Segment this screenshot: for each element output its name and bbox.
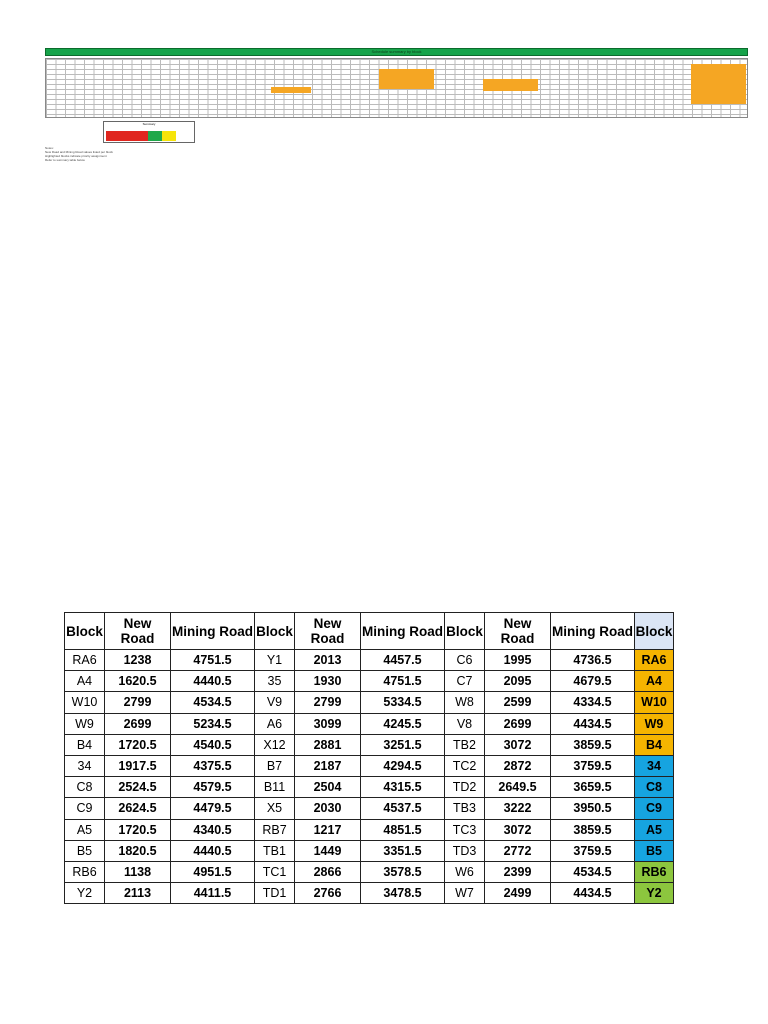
- block-cell: W6: [445, 861, 485, 882]
- note-line: Notes:: [45, 146, 54, 150]
- column-header: Mining Road: [171, 613, 255, 650]
- highlight-cell: [483, 79, 538, 91]
- new-road-cell: 2504: [295, 777, 361, 798]
- new-road-cell: 1995: [485, 650, 551, 671]
- new-road-cell: 1820.5: [105, 840, 171, 861]
- block-cell: C8: [635, 777, 674, 798]
- table-header-row: [65, 613, 674, 650]
- column-header: New Road: [105, 613, 171, 650]
- new-road-cell: 2499: [485, 883, 551, 904]
- block-cell: TB3: [445, 798, 485, 819]
- table-row: [65, 861, 674, 882]
- mining-road-cell: 5234.5: [171, 713, 255, 734]
- block-cell: W10: [65, 692, 105, 713]
- block-cell: Y1: [255, 650, 295, 671]
- mining-road-cell: 4751.5: [171, 650, 255, 671]
- table-row: [65, 819, 674, 840]
- mining-road-cell: 4434.5: [551, 713, 635, 734]
- table-row: [65, 734, 674, 755]
- mining-road-cell: 3859.5: [551, 819, 635, 840]
- mining-road-cell: 4851.5: [361, 819, 445, 840]
- table-row: [65, 713, 674, 734]
- block-cell: C8: [65, 777, 105, 798]
- mining-road-cell: 4375.5: [171, 755, 255, 776]
- block-cell: C6: [445, 650, 485, 671]
- new-road-cell: 1930: [295, 671, 361, 692]
- new-road-cell: 2624.5: [105, 798, 171, 819]
- mining-road-cell: 3578.5: [361, 861, 445, 882]
- table-row: [65, 883, 674, 904]
- new-road-cell: 2113: [105, 883, 171, 904]
- block-cell: W8: [445, 692, 485, 713]
- block-cell: TC2: [445, 755, 485, 776]
- mining-road-cell: 3950.5: [551, 798, 635, 819]
- summary-cells: [106, 131, 176, 141]
- table-row: [65, 671, 674, 692]
- table-row: [65, 650, 674, 671]
- block-cell: RA6: [635, 650, 674, 671]
- summary-title: Summary: [142, 122, 156, 126]
- block-cell: W7: [445, 883, 485, 904]
- new-road-cell: 2881: [295, 734, 361, 755]
- summary-color-cell: [134, 131, 148, 141]
- block-cell: A5: [635, 819, 674, 840]
- column-header: New Road: [295, 613, 361, 650]
- block-cell: 35: [255, 671, 295, 692]
- summary-color-cell: [120, 131, 134, 141]
- mining-road-cell: 4579.5: [171, 777, 255, 798]
- block-cell: W10: [635, 692, 674, 713]
- block-cell: A6: [255, 713, 295, 734]
- block-cell: TD2: [445, 777, 485, 798]
- new-road-cell: 2799: [295, 692, 361, 713]
- column-header: New Road: [485, 613, 551, 650]
- new-road-cell: 3222: [485, 798, 551, 819]
- new-road-cell: 2799: [105, 692, 171, 713]
- mining-road-cell: 4294.5: [361, 755, 445, 776]
- block-cell: B4: [635, 734, 674, 755]
- block-cell: B5: [635, 840, 674, 861]
- block-table: [64, 612, 674, 904]
- table-row: [65, 692, 674, 713]
- new-road-cell: 2187: [295, 755, 361, 776]
- block-cell: TC1: [255, 861, 295, 882]
- block-cell: RB6: [65, 861, 105, 882]
- new-road-cell: 3072: [485, 819, 551, 840]
- new-road-cell: 1720.5: [105, 734, 171, 755]
- new-road-cell: 2699: [485, 713, 551, 734]
- mining-road-cell: 4440.5: [171, 671, 255, 692]
- table-row: [65, 798, 674, 819]
- new-road-cell: 3072: [485, 734, 551, 755]
- new-road-cell: 1720.5: [105, 819, 171, 840]
- new-road-cell: 2599: [485, 692, 551, 713]
- block-cell: RB7: [255, 819, 295, 840]
- column-header: Block: [65, 613, 105, 650]
- highlight-cell: [379, 69, 434, 89]
- table-row: [65, 777, 674, 798]
- note-line: Refer to summary table below: [45, 158, 85, 162]
- column-header: Mining Road: [361, 613, 445, 650]
- table-row: [65, 755, 674, 776]
- block-cell: B7: [255, 755, 295, 776]
- block-cell: Y2: [65, 883, 105, 904]
- block-cell: Y2: [635, 883, 674, 904]
- new-road-cell: 1620.5: [105, 671, 171, 692]
- new-road-cell: 1449: [295, 840, 361, 861]
- new-road-cell: 3099: [295, 713, 361, 734]
- block-cell: W9: [65, 713, 105, 734]
- block-cell: X12: [255, 734, 295, 755]
- sheet-grid: [45, 58, 748, 118]
- block-cell: TD1: [255, 883, 295, 904]
- summary-color-cell: [162, 131, 176, 141]
- block-cell: RA6: [65, 650, 105, 671]
- mining-road-cell: 4334.5: [551, 692, 635, 713]
- new-road-cell: 2095: [485, 671, 551, 692]
- mining-road-cell: 3859.5: [551, 734, 635, 755]
- mining-road-cell: 4340.5: [171, 819, 255, 840]
- block-cell: RB6: [635, 861, 674, 882]
- block-cell: TB2: [445, 734, 485, 755]
- sheet-banner: Schedule summary by block: [45, 48, 748, 56]
- mining-road-cell: 4951.5: [171, 861, 255, 882]
- mining-road-cell: 5334.5: [361, 692, 445, 713]
- mining-road-cell: 4434.5: [551, 883, 635, 904]
- mining-road-cell: 3759.5: [551, 840, 635, 861]
- mining-road-cell: 3351.5: [361, 840, 445, 861]
- block-cell: A5: [65, 819, 105, 840]
- summary-color-cell: [148, 131, 162, 141]
- summary-color-cell: [106, 131, 120, 141]
- mining-road-cell: 3659.5: [551, 777, 635, 798]
- block-cell: A4: [65, 671, 105, 692]
- block-cell: W9: [635, 713, 674, 734]
- mining-road-cell: 3478.5: [361, 883, 445, 904]
- mining-road-cell: 4315.5: [361, 777, 445, 798]
- column-header: Block: [635, 613, 674, 650]
- highlight-cell: [691, 64, 746, 104]
- block-cell: C7: [445, 671, 485, 692]
- mining-road-cell: 4751.5: [361, 671, 445, 692]
- block-cell: C9: [635, 798, 674, 819]
- new-road-cell: 1917.5: [105, 755, 171, 776]
- new-road-cell: 2699: [105, 713, 171, 734]
- mining-road-cell: 4479.5: [171, 798, 255, 819]
- column-header: Mining Road: [551, 613, 635, 650]
- new-road-cell: 2030: [295, 798, 361, 819]
- new-road-cell: 1217: [295, 819, 361, 840]
- new-road-cell: 2649.5: [485, 777, 551, 798]
- highlight-cell: [271, 87, 311, 93]
- note-line: Highlighted blocks indicate priority assignment: [45, 154, 107, 158]
- new-road-cell: 2399: [485, 861, 551, 882]
- mining-road-cell: 4534.5: [551, 861, 635, 882]
- column-header: Block: [255, 613, 295, 650]
- mining-road-cell: 4534.5: [171, 692, 255, 713]
- new-road-cell: 2524.5: [105, 777, 171, 798]
- new-road-cell: 2866: [295, 861, 361, 882]
- mining-road-cell: 4679.5: [551, 671, 635, 692]
- new-road-cell: 2772: [485, 840, 551, 861]
- mining-road-cell: 3251.5: [361, 734, 445, 755]
- block-cell: TC3: [445, 819, 485, 840]
- mining-road-cell: 4457.5: [361, 650, 445, 671]
- mining-road-cell: 4411.5: [171, 883, 255, 904]
- table-row: [65, 840, 674, 861]
- block-cell: X5: [255, 798, 295, 819]
- note-line: New Road and Mining Road values listed per block: [45, 150, 113, 154]
- new-road-cell: 2872: [485, 755, 551, 776]
- new-road-cell: 2013: [295, 650, 361, 671]
- block-cell: V8: [445, 713, 485, 734]
- block-cell: TB1: [255, 840, 295, 861]
- mining-road-cell: 4540.5: [171, 734, 255, 755]
- new-road-cell: 1238: [105, 650, 171, 671]
- mining-road-cell: 4537.5: [361, 798, 445, 819]
- summary-box: [103, 121, 195, 143]
- block-cell: B4: [65, 734, 105, 755]
- block-cell: B5: [65, 840, 105, 861]
- block-cell: C9: [65, 798, 105, 819]
- mining-road-cell: 4440.5: [171, 840, 255, 861]
- mining-road-cell: 3759.5: [551, 755, 635, 776]
- new-road-cell: 2766: [295, 883, 361, 904]
- block-cell: 34: [635, 755, 674, 776]
- block-cell: A4: [635, 671, 674, 692]
- block-cell: V9: [255, 692, 295, 713]
- notes: [45, 146, 345, 162]
- block-cell: TD3: [445, 840, 485, 861]
- new-road-cell: 1138: [105, 861, 171, 882]
- mining-road-cell: 4736.5: [551, 650, 635, 671]
- column-header: Block: [445, 613, 485, 650]
- block-cell: 34: [65, 755, 105, 776]
- block-cell: B11: [255, 777, 295, 798]
- mining-road-cell: 4245.5: [361, 713, 445, 734]
